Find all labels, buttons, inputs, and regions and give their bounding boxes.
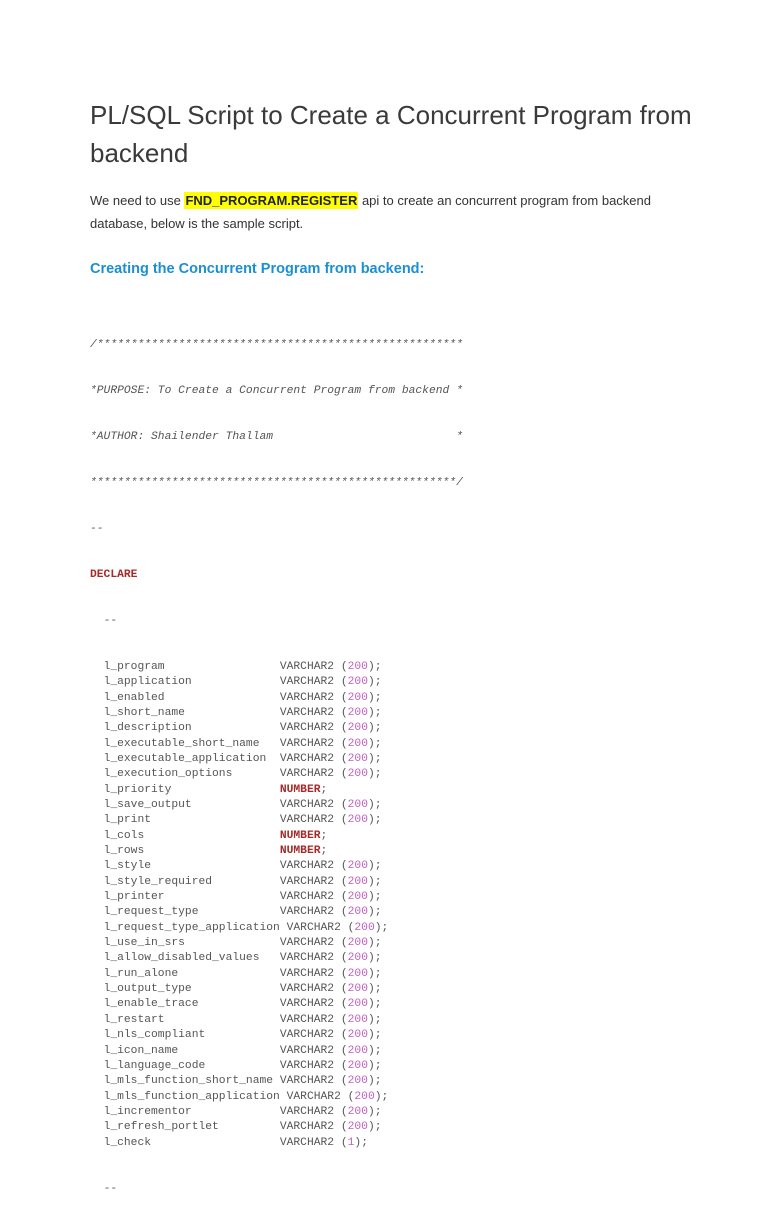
variable-size: 200 — [347, 768, 368, 781]
variable-size: 200 — [347, 1121, 368, 1134]
variable-size: 200 — [347, 814, 368, 827]
variable-type: VARCHAR2 — [279, 1044, 335, 1057]
variable-name: l_request_type — [103, 906, 199, 919]
variable-name: l_nls_compliant — [103, 1029, 206, 1042]
code-comment-line: *PURPOSE: To Create a Concurrent Program from backend * — [90, 384, 463, 397]
variable-size: 200 — [354, 921, 375, 934]
variable-size: 200 — [347, 737, 368, 750]
code-declaration-line: l_request_type VARCHAR2 (200); — [103, 906, 382, 919]
variable-size: 200 — [347, 722, 368, 735]
code-declaration-line: l_nls_compliant VARCHAR2 (200); — [103, 1029, 382, 1042]
variable-size: 200 — [347, 799, 368, 811]
variable-name: l_style_required — [103, 875, 213, 888]
variable-name: l_icon_name — [103, 1044, 179, 1057]
code-declaration-line: l_description VARCHAR2 (200); — [103, 722, 382, 735]
api-name-highlight: FND_PROGRAM.REGISTER — [185, 193, 358, 208]
variable-type: VARCHAR2 — [279, 1013, 335, 1026]
variable-name: l_mls_function_application — [103, 1090, 280, 1103]
code-declaration-line: l_executable_application VARCHAR2 (200); — [103, 752, 382, 765]
variable-size: 200 — [347, 891, 368, 904]
variable-type: VARCHAR2 — [279, 1059, 335, 1072]
intro-text-before: We need to use — [90, 193, 185, 208]
variable-name: l_enabled — [103, 691, 165, 704]
code-declaration-line: l_language_code VARCHAR2 (200); — [103, 1059, 382, 1072]
variable-name: l_restart — [103, 1013, 165, 1026]
variable-name: l_language_code — [103, 1059, 206, 1072]
variable-name: l_printer — [103, 891, 165, 904]
code-declaration-line: l_mls_function_application VARCHAR2 (200); — [103, 1090, 389, 1103]
variable-size: 200 — [347, 906, 368, 919]
variable-type: VARCHAR2 — [279, 937, 335, 950]
code-declaration-line: l_run_alone VARCHAR2 (200); — [103, 967, 382, 980]
variable-type: VARCHAR2 — [286, 921, 341, 934]
code-declaration-line: l_style_required VARCHAR2 (200); — [103, 875, 382, 888]
variable-type: VARCHAR2 — [279, 799, 335, 811]
variable-type: VARCHAR2 — [279, 906, 335, 919]
code-comment-line: *AUTHOR: Shailender Thallam * — [90, 430, 463, 443]
variable-name: l_save_output — [103, 799, 192, 811]
variable-name: l_description — [103, 722, 192, 735]
variable-name: l_run_alone — [103, 967, 179, 980]
intro-paragraph — [90, 189, 690, 235]
variable-size: 200 — [347, 998, 368, 1011]
code-declare-keyword: DECLARE — [90, 568, 138, 581]
variable-name: l_enable_trace — [103, 998, 199, 1011]
variable-name: l_short_name — [103, 706, 185, 719]
variable-type: NUMBER — [279, 783, 321, 796]
code-declaration-line: l_executable_short_name VARCHAR2 (200); — [103, 737, 382, 750]
code-declaration-line: l_printer VARCHAR2 (200); — [103, 891, 382, 904]
variable-name: l_executable_application — [103, 752, 267, 765]
code-declaration-line: l_refresh_portlet VARCHAR2 (200); — [103, 1121, 382, 1134]
intro-text-after: api to create an concurrent program from backend database, below is the sample script. — [90, 193, 651, 231]
variable-name: l_refresh_portlet — [103, 1121, 219, 1134]
variable-size: 200 — [347, 1075, 368, 1088]
variable-type: VARCHAR2 — [286, 1090, 341, 1103]
variable-size: 200 — [347, 706, 368, 719]
variable-size: 200 — [347, 1044, 368, 1057]
code-declaration-line: l_cols NUMBER; — [103, 829, 328, 842]
code-declaration-line: l_short_name VARCHAR2 (200); — [103, 706, 382, 719]
variable-size: 200 — [347, 952, 368, 965]
variable-type: VARCHAR2 — [279, 1105, 335, 1118]
code-separator: -- — [90, 522, 104, 535]
variable-type: NUMBER — [279, 829, 321, 842]
code-declaration-line: l_mls_function_short_name VARCHAR2 (200); — [103, 1075, 382, 1088]
variable-size: 200 — [347, 660, 368, 673]
variable-size: 200 — [347, 1105, 368, 1118]
variable-name: l_execution_options — [103, 768, 233, 781]
code-declaration-line: l_save_output VARCHAR2 (200); — [103, 799, 382, 811]
section-heading: Creating the Concurrent Program from backend: — [90, 261, 425, 277]
code-declaration-line: l_program VARCHAR2 (200); — [103, 660, 382, 673]
variable-type: VARCHAR2 — [279, 967, 335, 980]
code-declaration-line: l_application VARCHAR2 (200); — [103, 676, 382, 689]
variable-type: NUMBER — [279, 845, 321, 858]
variable-name: l_priority — [103, 783, 172, 796]
code-declaration-line: l_restart VARCHAR2 (200); — [103, 1013, 382, 1026]
code-declaration-line: l_rows NUMBER; — [103, 845, 328, 858]
variable-type: VARCHAR2 — [279, 860, 335, 873]
variable-type: VARCHAR2 — [279, 768, 335, 781]
variable-type: VARCHAR2 — [279, 983, 335, 996]
variable-size: 200 — [347, 967, 368, 980]
variable-type: VARCHAR2 — [279, 1121, 335, 1134]
variable-type: VARCHAR2 — [279, 1075, 335, 1088]
variable-size: 1 — [347, 1136, 355, 1149]
variable-name: l_cols — [103, 829, 145, 842]
variable-name: l_mls_function_short_name — [103, 1075, 274, 1088]
variable-size: 200 — [354, 1090, 375, 1103]
variable-type: VARCHAR2 — [279, 875, 335, 888]
variable-size: 200 — [347, 937, 368, 950]
code-declaration-line: l_enable_trace VARCHAR2 (200); — [103, 998, 382, 1011]
code-declaration-line: l_icon_name VARCHAR2 (200); — [103, 1044, 382, 1057]
code-declaration-line: l_incrementor VARCHAR2 (200); — [103, 1105, 382, 1118]
variable-type: VARCHAR2 — [279, 706, 335, 719]
variable-type: VARCHAR2 — [279, 737, 335, 750]
code-declaration-line: l_request_type_application VARCHAR2 (200); — [103, 921, 389, 934]
variable-name: l_allow_disabled_values — [103, 952, 260, 965]
variable-size: 200 — [347, 983, 368, 996]
code-separator: -- — [103, 614, 118, 627]
code-declaration-line: l_enabled VARCHAR2 (200); — [103, 691, 382, 704]
variable-size: 200 — [347, 860, 368, 873]
variable-name: l_incrementor — [103, 1105, 192, 1118]
variable-name: l_program — [103, 660, 165, 673]
variable-name: l_use_in_srs — [103, 937, 185, 950]
variable-size: 200 — [347, 875, 368, 888]
variable-type: VARCHAR2 — [279, 752, 335, 765]
variable-size: 200 — [347, 752, 368, 765]
variable-type: VARCHAR2 — [279, 891, 335, 904]
code-comment-line: /****************************************************** — [90, 338, 463, 351]
code-declaration-line: l_print VARCHAR2 (200); — [103, 814, 382, 827]
variable-type: VARCHAR2 — [279, 1029, 335, 1042]
variable-name: l_output_type — [103, 983, 192, 996]
variable-type: VARCHAR2 — [279, 1136, 335, 1149]
code-declaration-line: l_allow_disabled_values VARCHAR2 (200); — [103, 952, 382, 965]
variable-type: VARCHAR2 — [279, 814, 335, 827]
code-declaration-line: l_priority NUMBER; — [103, 783, 328, 796]
variable-type: VARCHAR2 — [279, 676, 335, 689]
variable-name: l_executable_short_name — [103, 737, 260, 750]
variable-name: l_style — [103, 860, 152, 873]
variable-size: 200 — [347, 691, 368, 704]
variable-type: VARCHAR2 — [279, 998, 335, 1011]
code-block — [90, 307, 463, 1228]
code-declaration-line: l_style VARCHAR2 (200); — [103, 860, 382, 873]
code-declaration-line: l_output_type VARCHAR2 (200); — [103, 983, 382, 996]
page-title: PL/SQL Script to Create a Concurrent Program from backend — [90, 100, 692, 168]
code-declaration-line: l_use_in_srs VARCHAR2 (200); — [103, 937, 382, 950]
variable-name: l_request_type_application — [103, 921, 280, 934]
variable-name: l_rows — [103, 845, 145, 858]
variable-size: 200 — [347, 676, 368, 689]
variable-size: 200 — [347, 1059, 368, 1072]
variable-type: VARCHAR2 — [279, 952, 335, 965]
code-comment-line: ******************************************************/ — [90, 476, 463, 489]
variable-size: 200 — [347, 1013, 368, 1026]
variable-type: VARCHAR2 — [279, 691, 335, 704]
code-declaration-line: l_execution_options VARCHAR2 (200); — [103, 768, 382, 781]
variable-name: l_print — [103, 814, 152, 827]
variable-name: l_application — [103, 676, 192, 689]
variable-size: 200 — [347, 1029, 368, 1042]
code-separator: -- — [103, 1182, 118, 1195]
variable-type: VARCHAR2 — [279, 722, 335, 735]
code-declaration-line: l_check VARCHAR2 (1); — [103, 1136, 368, 1149]
variable-type: VARCHAR2 — [279, 660, 335, 673]
code-declarations — [90, 660, 463, 1151]
variable-name: l_check — [103, 1136, 152, 1149]
